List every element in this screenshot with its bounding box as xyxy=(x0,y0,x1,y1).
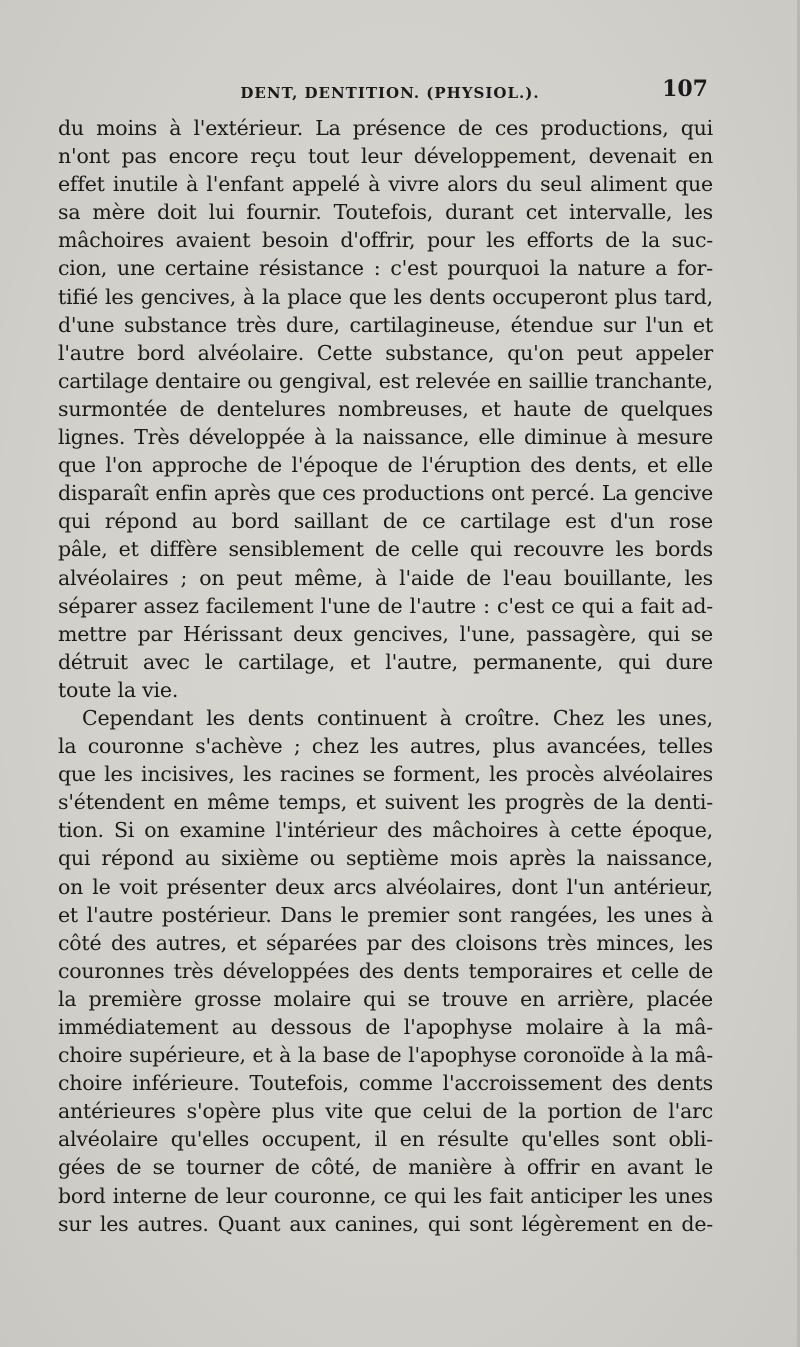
text-line: toute la vie. xyxy=(58,677,179,702)
page-number: 107 xyxy=(662,76,708,102)
text-line: gées de se tourner de côté, de manière à offrir en avant le xyxy=(58,1155,713,1180)
running-head xyxy=(60,76,720,110)
text-line: sa mère doit lui fournir. Toutefois, durant cet intervalle, les xyxy=(58,200,713,225)
body-text xyxy=(58,114,713,1238)
text-line: alvéolaires ; on peut même, à l'aide de l'eau bouillante, les xyxy=(58,565,713,590)
text-line: n'ont pas encore reçu tout leur développement, devenait en xyxy=(58,144,713,169)
text-line: et l'autre postérieur. Dans le premier sont rangées, les unes à xyxy=(58,902,713,927)
text-line: cion, une certaine résistance : c'est pourquoi la nature a for- xyxy=(58,256,713,281)
text-line: mâchoires avaient besoin d'offrir, pour les efforts de la suc- xyxy=(58,228,713,253)
paragraph xyxy=(58,114,713,704)
text-line: bord interne de leur couronne, ce qui les fait anticiper les unes xyxy=(58,1183,713,1208)
text-line: surmontée de dentelures nombreuses, et haute de quelques xyxy=(58,396,713,421)
text-line: alvéolaire qu'elles occupent, il en résulte qu'elles sont obli- xyxy=(58,1127,713,1152)
text-line: mettre par Hérissant deux gencives, l'une, passagère, qui se xyxy=(58,621,713,646)
text-line: du moins à l'extérieur. La présence de ces productions, qui xyxy=(58,116,713,140)
text-line: sur les autres. Quant aux canines, qui sont légèrement en de- xyxy=(58,1211,713,1236)
text-line: choire inférieure. Toutefois, comme l'accroissement des dents xyxy=(58,1071,713,1096)
text-line: pâle, et diffère sensiblement de celle qui recouvre les bords xyxy=(58,537,713,562)
text-line: d'une substance très dure, cartilagineuse, étendue sur l'un et xyxy=(58,312,713,337)
text-line: s'étendent en même temps, et suivent les progrès de la denti- xyxy=(58,790,713,815)
paragraph xyxy=(58,704,713,1238)
text-line: antérieures s'opère plus vite que celui de la portion de l'arc xyxy=(58,1099,713,1124)
text-line: effet inutile à l'enfant appelé à vivre alors du seul aliment que xyxy=(58,172,713,197)
text-line: séparer assez facilement l'une de l'autre : c'est ce qui a fait ad- xyxy=(58,593,713,618)
text-line: côté des autres, et séparées par des cloisons très minces, les xyxy=(58,930,713,955)
text-line: qui répond au bord saillant de ce cartilage est d'un rose xyxy=(58,509,713,534)
running-title: DENT, DENTITION. (PHYSIOL.). xyxy=(240,84,540,102)
text-line: lignes. Très développée à la naissance, elle diminue à mesure xyxy=(58,425,713,450)
text-line: cartilage dentaire ou gengival, est relevée en saillie tranchante, xyxy=(58,368,713,393)
text-line: on le voit présenter deux arcs alvéolaires, dont l'un antérieur, xyxy=(58,874,713,899)
text-line: couronnes très développées des dents temporaires et celle de xyxy=(58,958,713,983)
text-line: que l'on approche de l'époque de l'éruption des dents, et elle xyxy=(58,453,713,478)
text-line: la couronne s'achève ; chez les autres, plus avancées, telles xyxy=(58,734,713,759)
text-line: qui répond au sixième ou septième mois après la naissance, xyxy=(58,846,713,871)
text-line: l'autre bord alvéolaire. Cette substance, qu'on peut appeler xyxy=(58,340,713,365)
text-line: que les incisives, les racines se forment, les procès alvéolaires xyxy=(58,762,713,787)
text-line: tifié les gencives, à la place que les dents occuperont plus tard, xyxy=(58,284,713,309)
text-line: immédiatement au dessous de l'apophyse molaire à la mâ- xyxy=(58,1015,713,1039)
text-line: détruit avec le cartilage, et l'autre, permanente, qui dure xyxy=(58,649,713,674)
text-line: tion. Si on examine l'intérieur des mâchoires à cette époque, xyxy=(58,818,713,843)
text-line: Cependant les dents continuent à croître. Chez les unes, xyxy=(82,705,713,730)
text-line: choire supérieure, et à la base de l'apophyse coronoïde à la mâ- xyxy=(58,1043,713,1068)
text-line: la première grosse molaire qui se trouve en arrière, placée xyxy=(58,986,713,1011)
text-line: disparaît enfin après que ces productions ont percé. La gencive xyxy=(58,481,713,506)
